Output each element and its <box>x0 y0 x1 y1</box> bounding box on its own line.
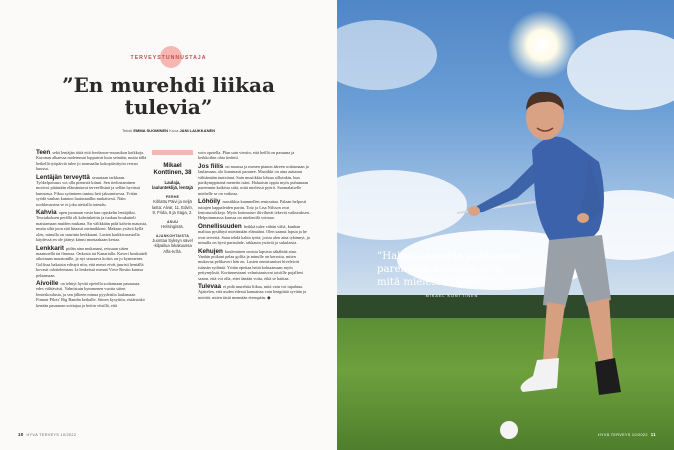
pull-quote-text: ”Haluaisin oppia puhumaan paremmin kaikesta siitä, mitä mielessä pyörii.” <box>377 251 521 288</box>
paragraph <box>198 199 310 221</box>
golfer-shoe-left <box>521 358 559 392</box>
byline <box>40 128 297 133</box>
paragraph-lead: Onnellisuuden <box>198 222 242 230</box>
paragraph-text: seurataan tarkkaan. Työkelpoisuus voi olla pienestä kiinni. Sen tiedostaminen motivoi pitämään elämäntavat terveellisinä ja sellän hyvässä kunnossa. Fiksu syöminen tuntuu heti jaksamisessa. Yritän syödä vanhan kunnon lautasmallin mukaisesti. Näin ruohlavarsina se ei joka aterialla toteudu. <box>36 174 141 207</box>
paragraph-lead: Löhöily <box>198 198 221 206</box>
golfer-hand-left <box>468 206 480 216</box>
footer-right <box>598 432 656 437</box>
golfer-shorts <box>543 235 611 308</box>
magazine-name-left: HYVÄ TERVEYS 10/2022 <box>26 433 77 437</box>
paragraph <box>36 246 148 278</box>
byline-text-author: EMMA SUOMINEN <box>133 128 169 133</box>
paragraph-lead: Lenkkarit <box>36 244 64 252</box>
paragraph-text: voin opetella. Plan sain viestin, että heillä on pasuuna ja keikkoihin ohta tiedetti. <box>198 150 295 161</box>
pull-quote-author: MIKAEL KONTTINEN <box>425 294 479 298</box>
golfer-figure <box>337 0 674 450</box>
paragraph-lead: Kahvia <box>36 209 57 217</box>
sidebar-current-label: AJANKOHTAISTA <box>155 234 190 239</box>
golfer-shoe-right <box>595 358 621 395</box>
byline-text-label: Teksti <box>121 128 133 133</box>
profile-sidebar <box>152 150 193 254</box>
paragraph-lead: Teen <box>36 149 51 156</box>
paragraph-lead: Jos fiilis <box>198 162 224 170</box>
sidebar-home-label: ASUU <box>166 220 179 225</box>
golfer-leg-right <box>587 298 613 364</box>
golfer-leg-left <box>543 302 565 362</box>
footer-left <box>18 432 76 437</box>
byline-photo-author: JANI LAUKKANEN <box>179 128 216 133</box>
paragraph <box>36 175 148 207</box>
sidebar-family-text: Kihlattu Päivi ja neljä lasta: Alvar, 11, Edvin, 9, Frida, 6 ja Saga, 2. <box>152 199 193 215</box>
paragraph-text: sekä lentäjän töitä että freelancer-muusikon keikkoja. Koronan alkaessa molemmat loppuivat kuin seinään, mutta tällä hetkellä työpäiviä tulee jo normaalin kokopäivätyön verran kuussa. <box>36 150 147 172</box>
paragraph <box>198 150 310 161</box>
paragraph <box>198 249 310 281</box>
paragraph-lead: Lentäjän terveyttä <box>36 173 90 181</box>
paragraph <box>36 150 148 172</box>
paragraph-text: pidän aina mukanani, reissaan sitten maamoellä tai ilmassa. Onkosta tai Kanariallа. Kaveri houkutteli aikoinaan maratonille, ja nyt seuraava koitos on jo kymmenes. Golfissa hakaisin edistyä niin, että meuri eivät juuristi hentällä kovasti odottelemaan. Ja lenkeissä mennä Virve Rostin kanssa pelaamaan. <box>36 245 148 278</box>
paragraph-text: on tehnyt hyvää opetella soittamaan pasuunaa edes välttävästi. Valmistuin kymmenen vuotta sitten Ienteskoulusta, ja sen jälkeen minua pyydettiin laulamaan Finnair Pilots' Big Bandin keikalle. Siinen kysyttiin, ristäisinkö kenään pasuunan soittajaa ja heitin vitsillä, että <box>36 280 145 308</box>
sidebar-home-text: Helsingissä. <box>161 224 184 230</box>
sidebar-family-label: PERHE <box>165 195 180 200</box>
category-wrap <box>0 44 337 63</box>
paragraph-lead: Kehujen <box>198 247 223 255</box>
paragraph-text: ei pidä murehtia liikaa, mitä vain voi tapahtua. Ajattelen, että uuden edessä kannattaa vain hengittää syvään ja miettiä, miten tästä mennään eteenpäin. ◆ <box>198 283 306 300</box>
sidebar-current-text: Juontaa Syksyn sävel -kilpailua lokakuussa Alfa-tv:llä. <box>152 238 193 254</box>
golf-ball <box>500 421 518 439</box>
paragraph-text: on maassa ja menen pianon ääreen soittamaan ja laulamaan, olo kummasti paranee. Musiikki on aina auttanut välttämään tunteitani. Sain musiikkia lohtua silloinkin, kun parikymppisenä menetin isäni. Haluaisin oppia myös puhumaan paremmin kaikista siitä, mitä mielessä pyörii. Suomalaiselle miehelle se on vaikeaa. <box>198 163 309 196</box>
category-label: TERVEYSTUNNUSTAJA <box>130 55 207 61</box>
paragraph <box>198 164 310 196</box>
page-number-right: 11 <box>650 432 656 437</box>
magazine-name-right: HYVÄ TERVEYS 10/2022 <box>597 433 648 437</box>
paragraph <box>36 210 148 242</box>
sidebar-name: Mikael Konttinen, 38 <box>153 163 192 176</box>
paragraph <box>36 281 148 308</box>
article-column-2 <box>198 150 310 303</box>
sidebar-role: Laulaja, laulunteklijä, lentäjä <box>152 180 193 191</box>
paragraph <box>198 224 310 246</box>
page-number-left: 10 <box>18 432 24 437</box>
paragraph-text: musiikkia kuunnellen rentouttaa. Palaan helposti tuttujen kappaleiden pariin, Toto ja Lisa Nilsson ovat lentosuosikkeja. Myös kotimaiset iltivihreät tekevät vaikutuksen. Helpoimmassa kuussa on mielentilä voimaa. <box>198 199 310 221</box>
pull-quote <box>377 250 527 298</box>
headline: ”En murehdi liikaa tulevia” <box>62 73 275 119</box>
paragraph-text: open juomaan vasta kun opiskelin lentäjäksi. Teoriakoksen perällä oli kahvinkeitin ja tuokuu houkutteli maistamaan muiden mukana. En välikkään pidä kahvin maussta, mutta siltä juon sitä hitaasti nieinaikkeni. Maksun ystävä kyllä olen, minulla on suurinta herkkuani. Lasten karkkivarastolla käydessä en ole jäänyt kiinni montaakaan kertaa. <box>36 210 148 243</box>
article-column-1 <box>36 150 148 311</box>
paragraph-text: kuuleminen omista lapsista säkähtää aina. Vanhin poikani pelaa golfia ja minulle on kerrottu, miten mukavaa pelikaveri hän on. Lasten onnistumiset hiveleivät isänsän sydäntä. Yritän opettaa heitä kohtaamaan myös pettymyksiä. Kortinnestaani valmistautuvat toisiille pojalleni sanon, että voi olla, ettei tänään voita, eikä se haittaa. <box>198 248 303 281</box>
right-page-photo <box>337 0 674 450</box>
paragraph-lead: Aivoille <box>36 279 59 287</box>
paragraph <box>198 284 310 300</box>
paragraph-text: heikkä tulee vähän väliä, kunhan malttaa pysähtyä miettimään elämääni. Olen saanut lapsia ja he ovat terveitä. Saan tehdä kahta työtä, joista olen aina tykännyt, ja minulla on hyvä parisuhde, rakkauta ystäviä ja sukulaisia. <box>198 223 310 246</box>
golfer-hand-right <box>577 213 589 223</box>
byline-photo-label: Kuva <box>169 128 179 133</box>
sidebar-band <box>152 150 193 155</box>
paragraph-lead: Tulevaa <box>198 282 221 290</box>
